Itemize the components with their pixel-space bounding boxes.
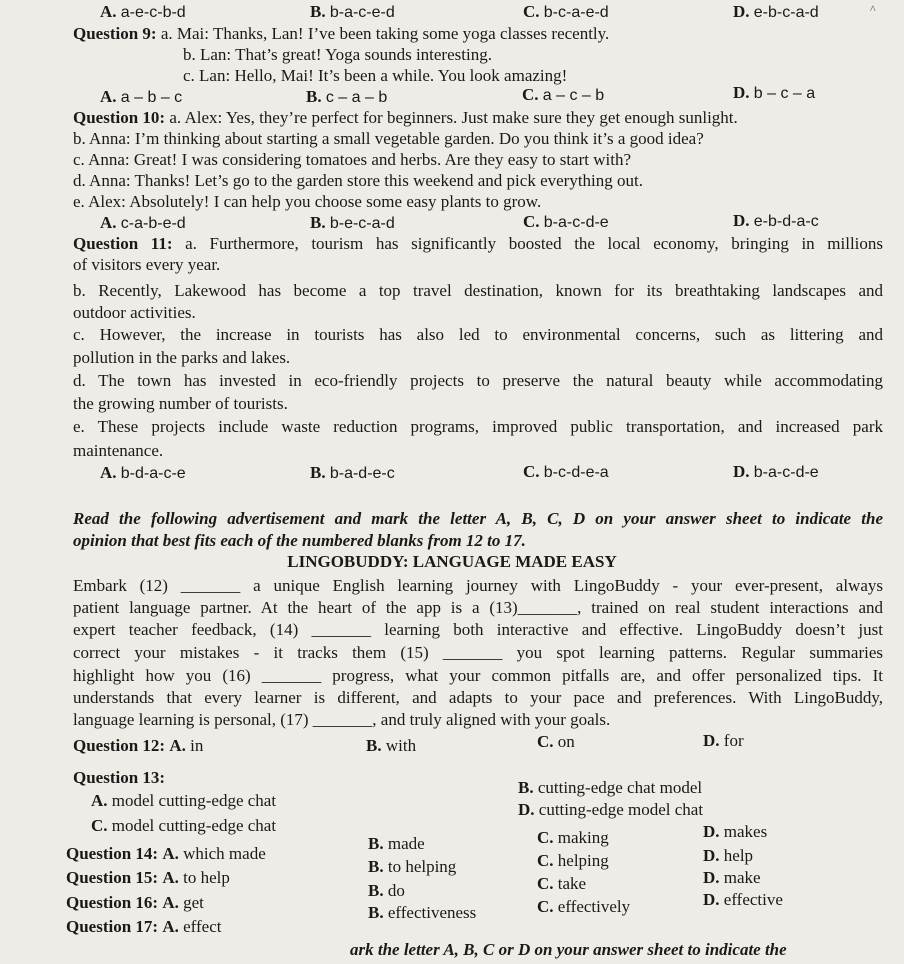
option-letter: A. [91,791,108,810]
question-label: Question 17: [66,917,159,936]
passage-line-5: highlight how you (16) _______ progress, what your common pitfalls are, and offer personalized tips. It [73,666,883,685]
passage-line-3: expert teacher feedback, (14) _______ learning both interactive and effective. LingoBuddy doesn’t just [73,620,883,639]
q10-line-c: c. Anna: Great! I was considering tomatoes and herbs. Are they easy to start with? [73,150,632,169]
option-letter: B. [310,213,326,232]
option-letter: D. [733,2,750,21]
option-letter: D. [703,822,720,841]
option-text: c – a – b [325,89,388,106]
option-text: b – c – a [753,85,816,102]
option-text: take [557,874,587,893]
q14-option-a [66,844,266,864]
option-letter: C. [523,212,540,231]
option-letter: D. [703,890,720,909]
q14-option-d [703,822,767,842]
q8-option-c [523,2,609,23]
option-letter: A. [100,2,117,21]
q13-option-c [91,816,276,836]
q16-option-d [703,868,761,888]
q10-option-d [733,211,819,232]
option-text: to help [183,868,230,887]
option-letter: A. [169,736,186,755]
option-text: do [387,881,405,900]
option-letter: B. [310,463,326,482]
option-letter: D. [733,462,750,481]
question-label: Question 11: [73,234,173,253]
option-text: with [385,736,417,755]
q15-option-d [703,846,753,866]
q9-line-a [73,24,609,44]
option-text: effect [183,917,222,936]
option-letter: A. [162,893,179,912]
passage-line-2: patient language partner. At the heart of the app is a (13)_______, trained on real student interactions and [73,598,883,617]
q17-option-b [368,903,476,923]
q11-line-c-cont: pollution in the parks and lakes. [73,348,291,367]
option-letter: B. [310,2,326,21]
q11-option-d [733,462,819,483]
passage-line-6: understands that every learner is different, and adapts to your pace and preferences. With LingoBuddy, [73,688,883,707]
q8-option-a [100,2,186,23]
question-label: Question 10: [73,108,166,127]
q17-option-a [66,917,222,937]
q11-line-c: c. However, the increase in tourists has also led to environmental concerns, such as littering and [73,325,883,344]
option-letter: A. [162,868,179,887]
option-letter: C. [537,851,554,870]
instruction-line-2: opinion that best fits each of the numbered blanks from 12 to 17. [73,531,526,550]
q12-option-a [73,736,203,756]
q12-option-c [537,732,575,752]
option-letter: B. [368,881,384,900]
q11-line-d-cont: the growing number of tourists. [73,394,288,413]
q17-option-c [537,897,630,917]
q10-option-a [100,213,186,234]
option-letter: D. [733,83,750,102]
q11-line-b: b. Recently, Lakewood has become a top travel destination, known for its breathtaking landscapes and [73,281,883,300]
q15-option-c [537,851,609,871]
option-letter: D. [703,868,720,887]
q10-option-c [523,212,609,233]
question-label: Question 16: [66,893,159,912]
passage-line-7: language learning is personal, (17) _______, and truly aligned with your goals. [73,710,611,729]
option-text: effectiveness [387,903,477,922]
option-text: b-a-c-d-e [753,464,819,481]
option-letter: A. [100,87,117,106]
option-text: effectively [557,897,631,916]
option-text: a – c – b [542,87,605,104]
q13-option-b [518,778,702,798]
q9-line-c: c. Lan: Hello, Mai! It’s been a while. You look amazing! [183,66,568,85]
option-text: b-c-a-e-d [543,4,609,21]
q11-line-b-cont: outdoor activities. [73,303,196,322]
option-text: helping [557,851,609,870]
pencil-mark: ^ [870,2,876,16]
q9-option-b [306,87,387,108]
q13-option-a [91,791,276,811]
line-text: a. Furthermore, tourism has significantly boosted the local economy, bringing in millions [185,234,884,253]
option-letter: B. [368,857,384,876]
option-text: e-b-c-a-d [753,4,819,21]
option-text: get [183,893,204,912]
option-letter: B. [368,903,384,922]
q10-line-d: d. Anna: Thanks! Let’s go to the garden store this weekend and pick everything out. [73,171,643,190]
option-text: c-a-b-e-d [120,215,186,232]
option-text: e-b-d-a-c [753,213,819,230]
option-letter: B. [518,778,534,797]
option-letter: B. [366,736,382,755]
option-text: b-a-c-e-d [329,4,395,21]
option-text: a – b – c [120,89,183,106]
option-text: in [190,736,204,755]
q11-line-e-cont: maintenance. [73,441,164,460]
q12-option-d [703,731,744,751]
option-text: b-a-d-e-c [329,465,395,482]
q15-option-a [66,868,230,888]
q11-option-b [310,463,395,484]
q11-line-d: d. The town has invested in eco-friendly projects to preserve the natural beauty while accommodating [73,371,883,390]
q10-option-b [310,213,395,234]
instruction-line-1: Read the following advertisement and mark the letter A, B, C, D on your answer sheet to indicate the [73,509,883,528]
option-text: make [723,868,761,887]
line-text: a. Alex: Yes, they’re perfect for beginners. Just make sure they get enough sunlight. [169,108,738,127]
option-letter: A. [100,213,117,232]
q9-line-b: b. Lan: That’s great! Yoga sounds interesting. [183,45,492,64]
option-letter: D. [703,731,720,750]
option-text: cutting-edge chat model [537,778,703,797]
option-letter: B. [306,87,322,106]
q8-option-d [733,2,819,23]
q16-option-c [537,874,586,894]
option-letter: C. [523,2,540,21]
q10-line-e: e. Alex: Absolutely! I can help you choose some easy plants to grow. [73,192,542,211]
line-text: a. Mai: Thanks, Lan! I’ve been taking some yoga classes recently. [160,24,610,43]
option-text: b-a-c-d-e [543,214,609,231]
option-letter: C. [537,828,554,847]
option-text: help [723,846,754,865]
q16-option-a [66,893,204,913]
q13-label: Question 13: [73,768,166,787]
option-letter: C. [523,462,540,481]
option-text: effective [723,890,783,909]
ad-title: LINGOBUDDY: LANGUAGE MADE EASY [287,552,617,571]
option-text: on [557,732,575,751]
option-letter: C. [537,897,554,916]
passage-line-4: correct your mistakes - it tracks them (15) _______ you spot learning patterns. Regular summaries [73,643,883,662]
option-letter: D. [703,846,720,865]
option-letter: C. [537,874,554,893]
q13-option-d [518,800,703,820]
question-label: Question 14: [66,844,159,863]
q11-line-a [73,234,883,254]
q14-option-b [368,834,425,854]
question-label: Question 15: [66,868,159,887]
q9-option-d [733,83,815,104]
q16-option-b [368,881,405,901]
option-text: model cutting-edge chat [111,816,277,835]
option-text: for [723,731,744,750]
option-letter: A. [162,844,179,863]
q17-option-d [703,890,783,910]
option-text: made [387,834,425,853]
q11-line-e: e. These projects include waste reduction programs, improved public transportation, and increased park [73,417,883,436]
option-letter: C. [537,732,554,751]
option-text: model cutting-edge chat [111,791,277,810]
q9-option-c [522,85,604,106]
option-text: to helping [387,857,457,876]
option-letter: C. [91,816,108,835]
passage-line-1: Embark (12) _______ a unique English learning journey with LingoBuddy - your ever-present, always [73,576,883,595]
option-text: b-e-c-a-d [329,215,395,232]
option-letter: D. [518,800,535,819]
q11-option-c [523,462,609,483]
next-instruction-partial: ark the letter A, B, C or D on your answer sheet to indicate the [350,940,787,959]
option-text: making [557,828,609,847]
option-letter: A. [100,463,117,482]
q11-line-a-cont: of visitors every year. [73,255,221,274]
option-letter: C. [522,85,539,104]
option-text: which made [183,844,266,863]
option-letter: B. [368,834,384,853]
q14-option-c [537,828,609,848]
question-label: Question 12: [73,736,166,755]
q10-line-b: b. Anna: I’m thinking about starting a small vegetable garden. Do you think it’s a good idea? [73,129,704,148]
option-text: makes [723,822,768,841]
option-text: a-e-c-b-d [120,4,186,21]
q11-option-a [100,463,186,484]
question-label: Question 9: [73,24,157,43]
q15-option-b [368,857,456,877]
option-text: b-c-d-e-a [543,464,609,481]
option-letter: A. [162,917,179,936]
q8-option-b [310,2,395,23]
q10-line-a [73,108,738,128]
q9-option-a [100,87,182,108]
option-text: cutting-edge model chat [538,800,704,819]
q12-option-b [366,736,416,756]
option-text: b-d-a-c-e [120,465,186,482]
option-letter: D. [733,211,750,230]
